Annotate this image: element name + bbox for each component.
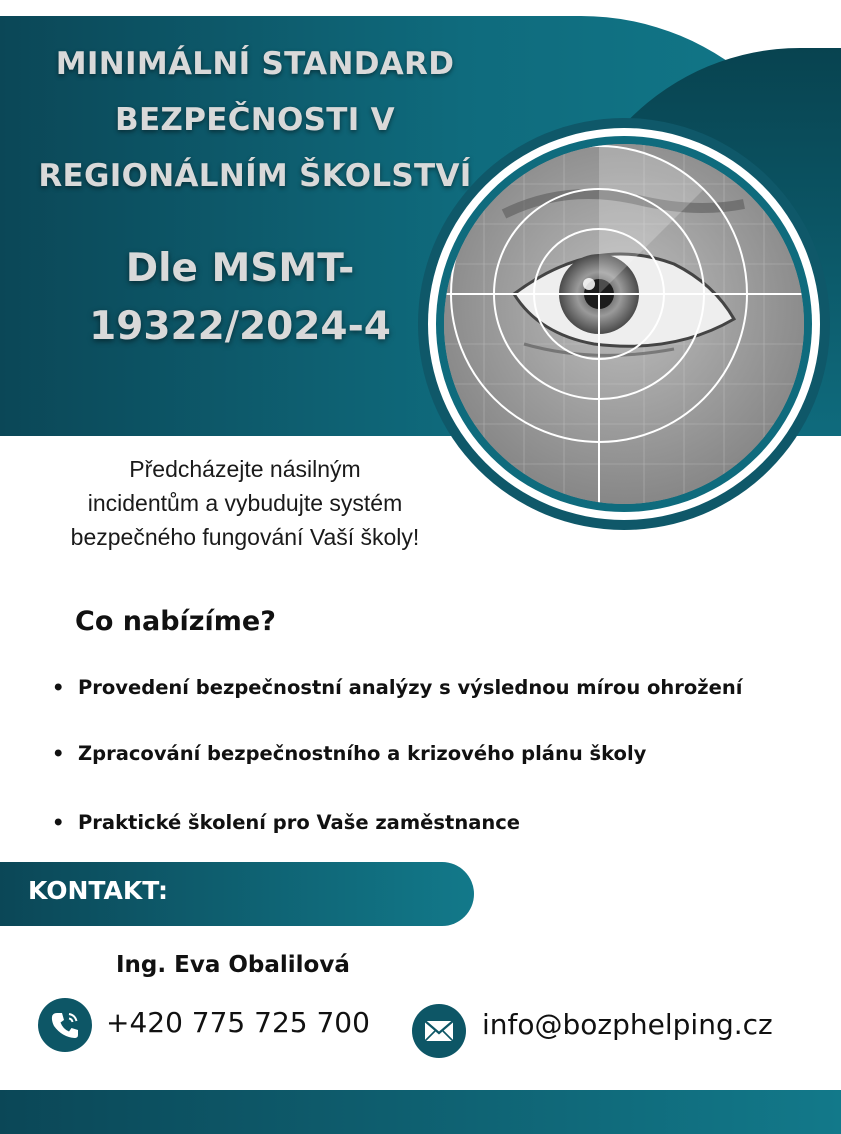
contact-name: Ing. Eva Obalilová <box>116 952 350 978</box>
eye-illustration <box>444 144 804 504</box>
document-reference <box>30 240 450 356</box>
page-title <box>20 36 490 204</box>
title-line: REGIONÁLNÍM ŠKOLSTVÍ <box>38 158 472 194</box>
contact-label: KONTAKT: <box>28 876 168 905</box>
bullet-icon: • <box>52 676 65 699</box>
offer-text: Praktické školení pro Vaše zaměstnance <box>78 811 521 834</box>
phone-glyph <box>38 998 92 1052</box>
reference-line: 19322/2024-4 <box>89 304 391 349</box>
tagline <box>10 452 480 554</box>
bullet-icon: • <box>52 742 65 765</box>
offer-item <box>52 742 832 765</box>
offer-text: Zpracování bezpečnostního a krizového plánu školy <box>78 742 647 765</box>
bullet-icon: • <box>52 811 65 834</box>
offer-item <box>52 676 832 699</box>
phone-number[interactable]: +420 775 725 700 <box>106 1006 370 1039</box>
footer-bar <box>0 1090 841 1134</box>
tagline-line: Předcházejte násilným <box>129 456 361 482</box>
offer-text: Provedení bezpečnostní analýzy s výslednou mírou ohrožení <box>78 676 743 699</box>
envelope-icon <box>412 1004 466 1058</box>
tagline-line: incidentům a vybudujte systém <box>87 490 403 516</box>
offers-heading: Co nabízíme? <box>75 606 276 637</box>
title-line: MINIMÁLNÍ STANDARD <box>55 46 455 82</box>
tagline-line: bezpečného fungování Vaší školy! <box>70 524 420 550</box>
envelope-glyph <box>412 1004 466 1058</box>
reference-line: Dle MSMT- <box>125 246 355 291</box>
offer-item <box>52 811 832 834</box>
title-line: BEZPEČNOSTI V <box>115 102 395 138</box>
email-address[interactable]: info@bozphelping.cz <box>482 1008 773 1041</box>
eye-target-photo <box>444 144 804 504</box>
phone-icon <box>38 998 92 1052</box>
